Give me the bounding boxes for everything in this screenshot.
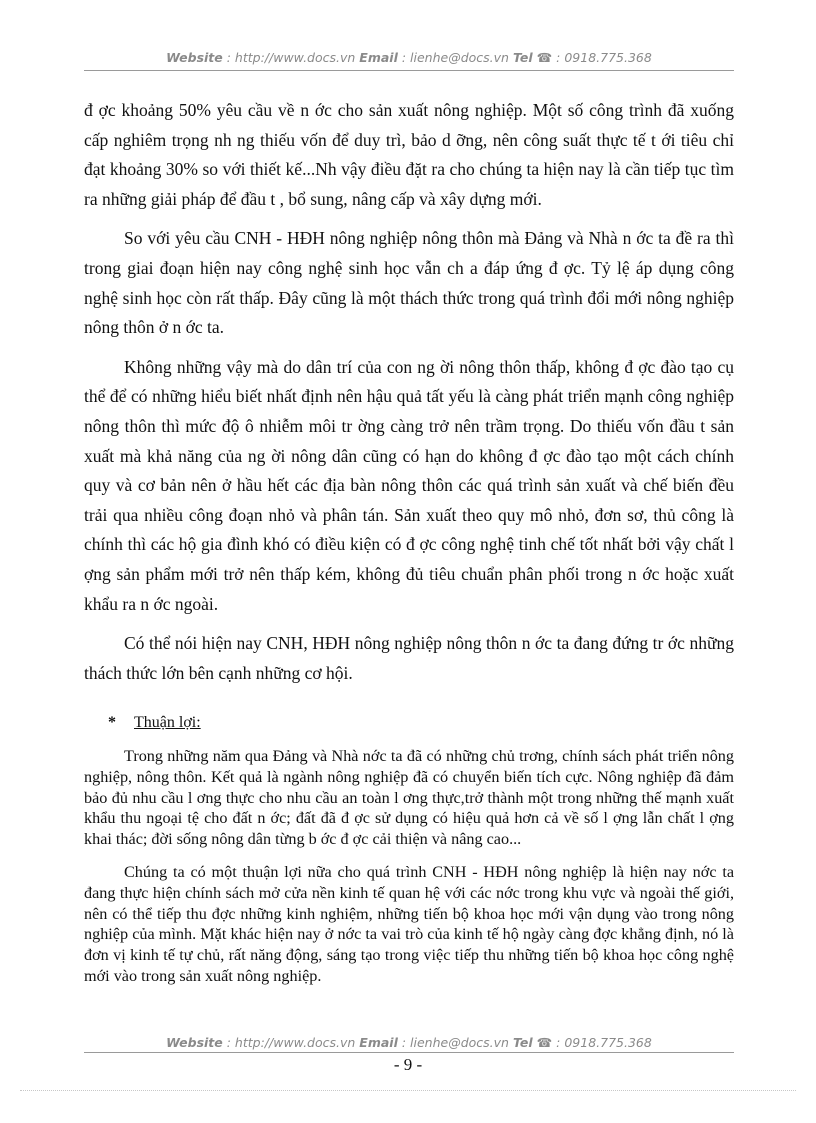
email-label: Email [359,50,398,65]
page-number: - 9 - [393,1055,423,1074]
tel-value: ☎ : 0918.775.368 [532,1035,652,1050]
paragraph: Chúng ta có một thuận lợi nữa cho quá trình CNH - HĐH nông nghiệp là hiện nay nớc ta đang thực hiện chính sách mở cửa nền kinh tế quan hệ với các nớc trong khu vực và ngoài thế giới, nên có thể tiếp thu đợc những kinh nghiệm, những tiến bộ khoa học mới vận dụng vào trong nông nghiệp của mình. Mặt khác hiện nay ở nớc ta vai trò của kinh tế hộ ngày càng đợc khẳng định, nó là đơn vị kinh tế tự chủ, rất năng động, sáng tạo trong việc tiếp thu những tiến bộ khoa học công nghệ mới vào trong sản xuất nông nghiệp. [84,862,734,985]
page-edge-divider [20,1090,796,1091]
page-header [84,50,734,65]
paragraph: Có thể nói hiện nay CNH, HĐH nông nghiệp nông thôn n ớc ta đang đứng tr ớc những thách thức lớn bên cạnh những cơ hội. [84,633,734,683]
paragraph: đ ợc khoảng 50% yêu cầu về n ớc cho sản xuất nông nghiệp. Một số công trình đã xuống cấp nghiêm trọng nh ng thiếu vốn để duy trì, bảo d ỡng, nên công suất thực tế t ới tiêu chỉ đạt khoảng 30% so với thiết kế...Nh vậy điều đặt ra cho chúng ta hiện nay là cần tiếp tục tìm ra những giải pháp để đầu t , bổ sung, nâng cấp và xây dựng mới. [84,100,734,209]
bullet-heading [108,714,201,732]
website-label: Website [166,50,223,65]
tel-label: Tel [512,1035,533,1050]
email-value: : lienhe@docs.vn [397,50,513,65]
paragraph: So với yêu cầu CNH - HĐH nông nghiệp nông thôn mà Đảng và Nhà n ớc ta đề ra thì trong giai đoạn hiện nay công nghệ sinh học vẫn ch a đáp ứng đ ợc. Tỷ lệ áp dụng công nghệ sinh học còn rất thấp. Đây cũng là một thách thức trong quá trình đổi mới nông nghiệp nông thôn ở n ớc ta. [84,228,734,338]
website-label: Website [166,1035,223,1050]
paragraph: Không những vậy mà do dân trí của con ng ời nông thôn thấp, không đ ợc đào tạo cụ thể để có những hiểu biết nhất định nên hậu quả tất yếu là càng phát triển mạnh công nghiệp nông thôn thì mức độ ô nhiễm môi tr ờng càng trở nên trầm trọng. Do thiếu vốn đầu t sản xuất mà khả năng của ng ời nông dân cũng có hạn do không đ ợc đào tạo một cách chính quy và cơ bản nên ở hầu hết các địa bàn nông thôn các quá trình sản xuất và chế biến đều trải qua nhiều công đoạn nhỏ và phân tán. Sản xuất theo quy mô nhỏ, đơn sơ, thủ công là chính thì các hộ gia đình khó có điều kiện có đ ợc công nghệ tinh chế tốt nhất bởi vậy chất l ợng sản phẩm mới trở nên thấp kém, không đủ tiêu chuẩn phân phối trong n ớc hoặc xuất khẩu ra n ớc ngoài. [84,356,734,614]
bullet-symbol: * [108,714,116,731]
website-value: : http://www.docs.vn [222,1035,360,1050]
email-label: Email [359,1035,398,1050]
main-text [84,96,734,698]
footer-rule [84,1052,734,1053]
header-rule [84,70,734,71]
paragraph: Trong những năm qua Đảng và Nhà nớc ta đã có những chủ trơng, chính sách phát triển nông nghiệp, nông thôn. Kết quả là ngành nông nghiệp đã có chuyển biến tích cực. Nông nghiệp đã đảm bảo đủ nhu cầu l ơng thực cho nhu cầu an toàn l ơng thực,trở thành một trong những thế mạnh xuất khẩu thu ngoại tệ cho đất n ớc; đất đã đ ợc sử dụng có hiệu quả hơn cả về số l ợng lẫn chất l ợng khai thác; đời sống nông dân từng b ớc đ ợc cải thiện và nâng cao... [84,747,734,849]
tel-label: Tel [512,50,533,65]
sub-text [84,746,734,999]
page-footer [84,1035,734,1050]
tel-value: ☎ : 0918.775.368 [532,50,652,65]
bullet-label: Thuận lợi: [134,714,201,731]
email-value: : lienhe@docs.vn [397,1035,513,1050]
website-value: : http://www.docs.vn [222,50,360,65]
